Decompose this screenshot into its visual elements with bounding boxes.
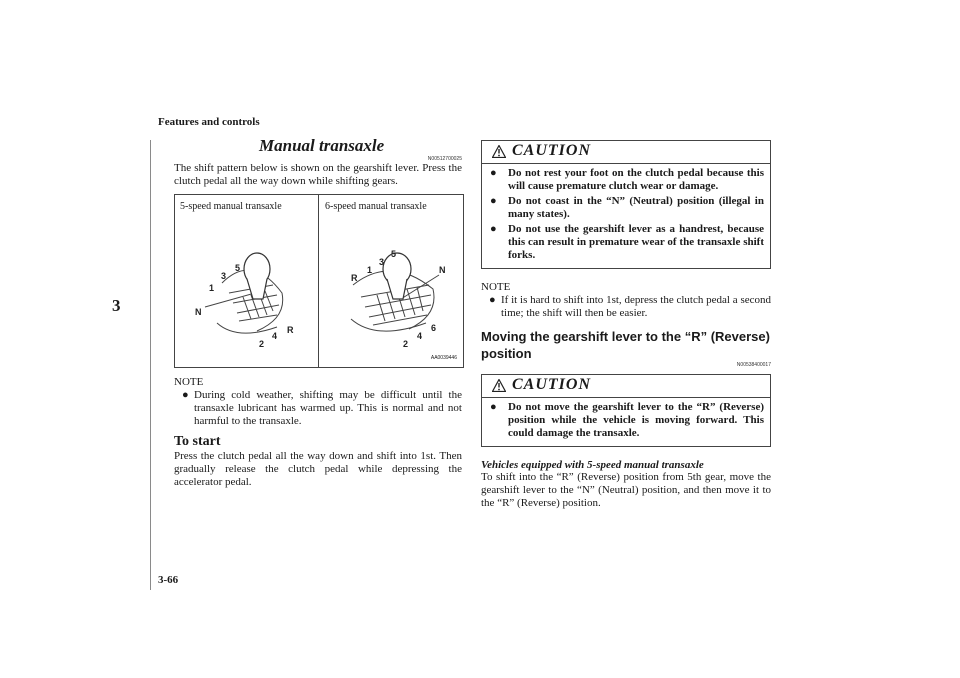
six-speed-gear-illustration <box>321 223 461 353</box>
note-text: If it is hard to shift into 1st, depress the clutch pedal a second time; the shift will then be easier. <box>501 294 771 319</box>
section-title: Manual transaxle <box>259 136 385 155</box>
gear-label: 3 <box>379 257 385 267</box>
left-column <box>174 136 462 489</box>
gear-label: 5 <box>235 263 241 273</box>
caution-item <box>488 401 764 440</box>
gear-label: N <box>195 307 202 317</box>
gear-label: 1 <box>367 265 373 275</box>
note-item <box>174 389 462 428</box>
caution-text: Do not rest your foot on the clutch pedal because this will cause premature clutch wear or damage. <box>508 167 764 192</box>
reverse-heading: Moving the gearshift lever to the “R” (Reverse) position <box>481 329 770 361</box>
caution-body <box>482 398 770 446</box>
gear-label: 5 <box>391 249 397 259</box>
five-speed-gear-illustration <box>177 223 317 353</box>
caution-box <box>481 140 771 269</box>
five-speed-console <box>205 270 283 333</box>
five-speed-paragraph: To shift into the “R” (Reverse) position from 5th gear, move the gearshift lever to the “N” (Neutral) position, and then move it to the “R” (Reverse) position. <box>481 471 771 509</box>
caution-text: Do not coast in the “N” (Neutral) position (illegal in many states). <box>508 195 764 220</box>
caution-text: Do not use the gearshift lever as a handrest, because this can result in premature wear of the transaxle shift forks. <box>508 223 764 261</box>
gear-label: N <box>439 265 446 275</box>
note-text: During cold weather, shifting may be difficult until the transaxle lubricant has warmed up. This is normal and not harmful to the transaxle. <box>194 389 462 427</box>
right-column <box>481 140 771 510</box>
caution-item <box>488 223 764 262</box>
five-speed-label: 5-speed manual transaxle <box>180 201 282 212</box>
bullet-icon: ● <box>490 223 497 235</box>
intro-paragraph: The shift pattern below is shown on the gearshift lever. Press the clutch pedal all the way down while shifting gears. <box>174 162 462 187</box>
caution-header <box>482 375 770 398</box>
gear-label: 2 <box>259 339 265 349</box>
caution-title: CAUTION <box>512 142 592 159</box>
gear-label: 6 <box>431 323 437 333</box>
shift-pattern-figure <box>174 194 464 368</box>
to-start-paragraph: Press the clutch pedal all the way down and shift into 1st. Then gradually release the clutch pedal while depressing the accelerator pedal. <box>174 450 462 488</box>
gear-label: R <box>351 273 358 283</box>
caution-item <box>488 195 764 221</box>
five-speed-heading: Vehicles equipped with 5-speed manual transaxle <box>481 459 704 471</box>
bullet-icon: ● <box>490 195 497 207</box>
bullet-icon: ● <box>182 389 189 401</box>
bullet-icon: ● <box>490 401 497 413</box>
caution-text: Do not move the gearshift lever to the “R” (Reverse) position while the vehicle is moving forward. This could damage the transaxle. <box>508 401 764 439</box>
note-label: NOTE <box>481 281 511 293</box>
caution-title: CAUTION <box>512 376 592 393</box>
five-speed-knob <box>244 253 270 299</box>
note-label: NOTE <box>174 376 204 388</box>
running-header: Features and controls <box>158 116 260 128</box>
caution-item <box>488 167 764 193</box>
figure-divider <box>318 195 319 367</box>
caution-body <box>482 164 770 268</box>
gear-label: 4 <box>272 331 278 341</box>
chapter-divider <box>150 140 151 590</box>
caution-box <box>481 374 771 447</box>
gear-label: 1 <box>209 283 215 293</box>
page-number: 3-66 <box>158 574 179 586</box>
warning-triangle-icon <box>492 379 506 392</box>
bullet-icon: ● <box>490 167 497 179</box>
to-start-heading: To start <box>174 434 221 449</box>
gear-label: 2 <box>403 339 409 349</box>
gear-label: 3 <box>221 271 227 281</box>
six-speed-label: 6-speed manual transaxle <box>325 201 427 212</box>
caution-header <box>482 141 770 164</box>
gear-label: 4 <box>417 331 423 341</box>
gear-label: R <box>287 325 294 335</box>
bullet-icon: ● <box>489 294 496 306</box>
section-code: N00512700025 <box>427 156 462 162</box>
chapter-tab: 3 <box>112 296 121 315</box>
note-item <box>481 294 771 320</box>
figure-code: AA0039446 <box>430 355 457 361</box>
reverse-code: N00538400017 <box>736 362 771 368</box>
warning-triangle-icon <box>492 145 506 158</box>
